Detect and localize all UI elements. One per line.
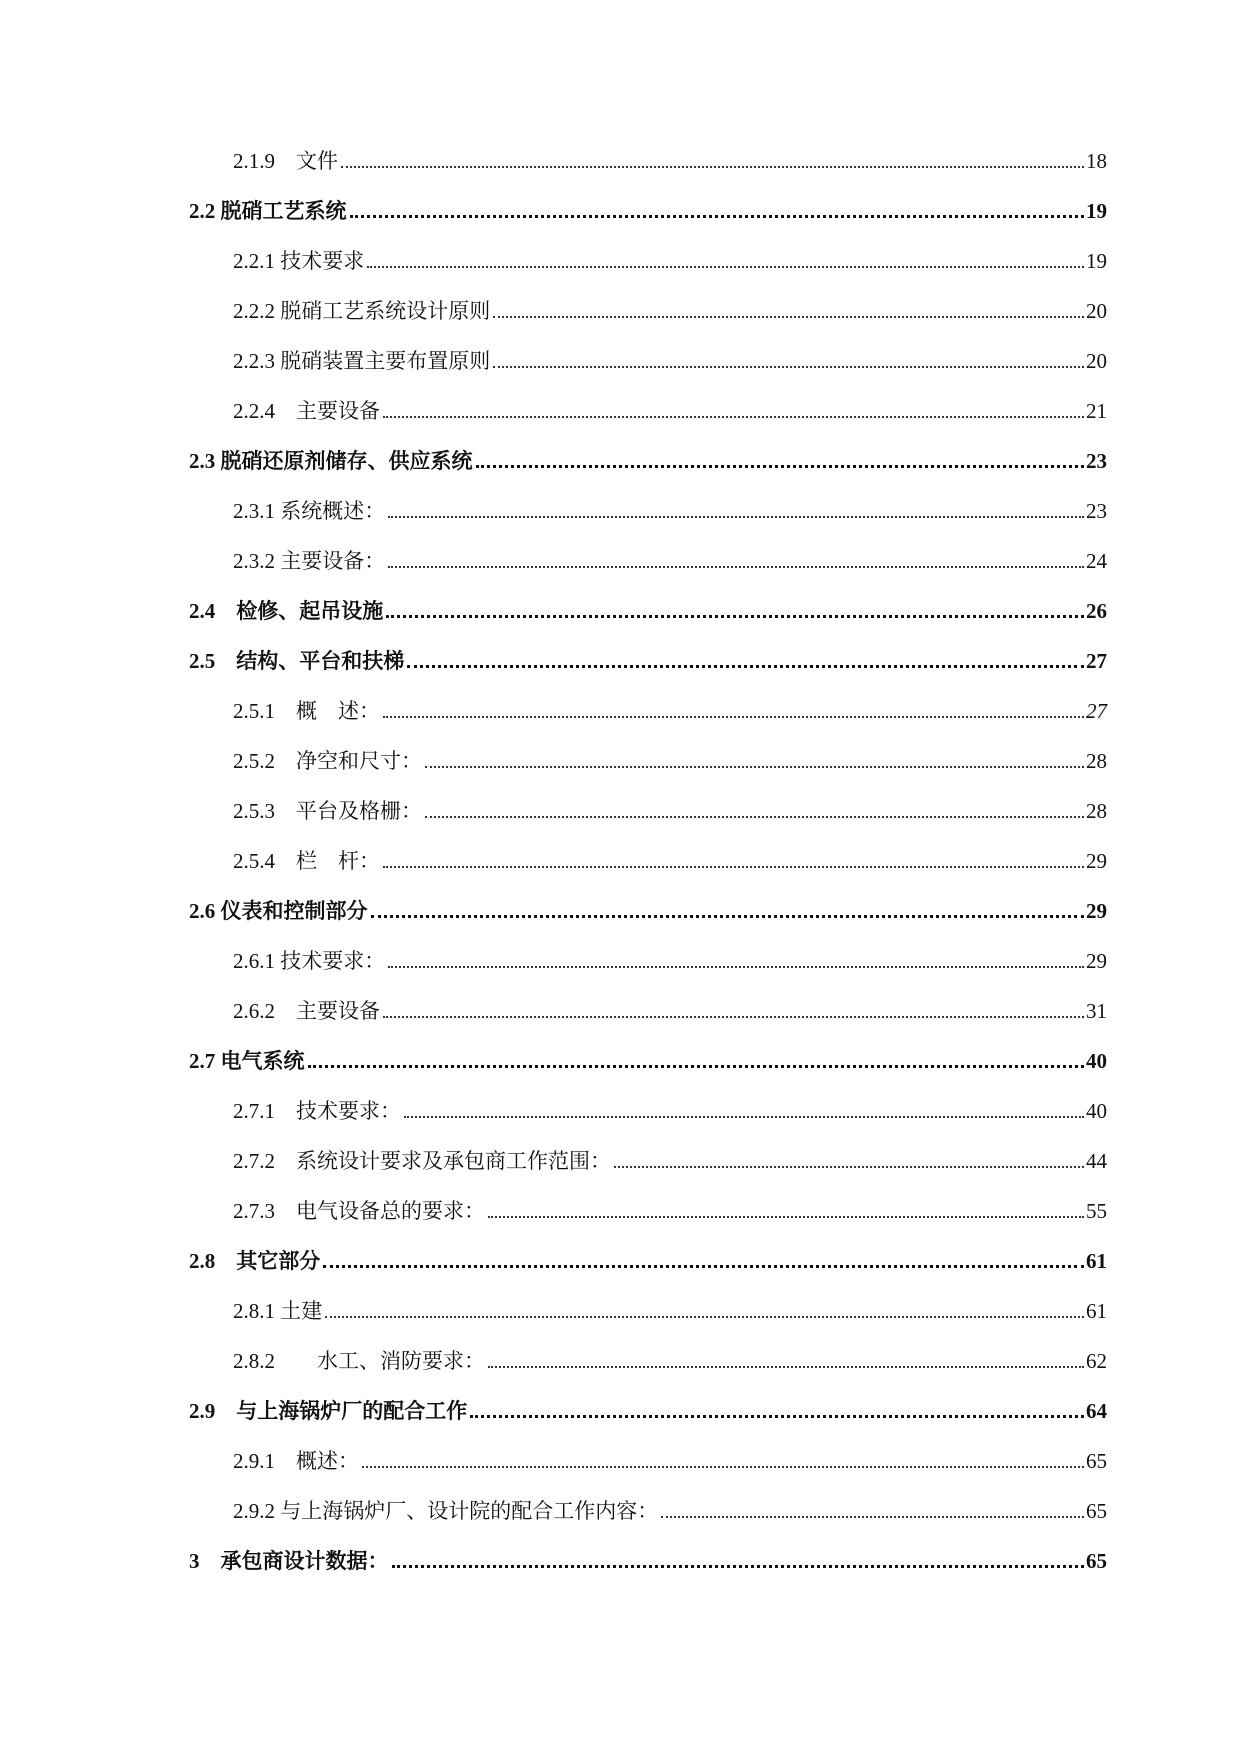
toc-entry-label: 2.2.1 技术要求 (233, 249, 365, 273)
dot-leader (425, 816, 1084, 818)
toc-entry-label: 2.6.1 技术要求： (233, 949, 386, 973)
dot-leader (493, 316, 1084, 318)
dot-leader (362, 1466, 1084, 1468)
toc-entry-label: 2.5.1 概 述： (233, 699, 380, 723)
toc-entry-page: 44 (1086, 1149, 1107, 1173)
dot-leader (476, 465, 1085, 468)
dot-leader (308, 1065, 1085, 1068)
toc-entry-label: 2.5.3 平台及格栅： (233, 799, 422, 823)
dot-leader (488, 1216, 1084, 1218)
toc-entry-label: 2.6.2 主要设备 (233, 999, 380, 1023)
dot-leader (386, 615, 1084, 618)
toc-entry-page: 24 (1086, 549, 1107, 573)
toc-entry-2-3-2 (233, 534, 1107, 574)
toc-entry-page: 62 (1086, 1349, 1107, 1373)
toc-entry-label: 2.2.3 脱硝装置主要布置原则 (233, 349, 491, 373)
toc-entry-label: 2.8.1 土建 (233, 1299, 323, 1323)
toc-entry-label: 2.7.2 系统设计要求及承包商工作范围： (233, 1149, 611, 1173)
toc-entry-page: 29 (1086, 949, 1107, 973)
toc-entry-page: 65 (1086, 1449, 1107, 1473)
toc-entry-2-2-1 (233, 234, 1107, 274)
toc-entry-page: 64 (1086, 1399, 1107, 1423)
toc-entry-2-6 (189, 884, 1107, 924)
toc-entry-label: 2.3 脱硝还原剂储存、供应系统 (189, 449, 473, 473)
dot-leader (325, 1316, 1084, 1318)
toc-entry-2-9-2 (233, 1484, 1107, 1524)
toc-entry-label: 2.3.1 系统概述： (233, 499, 386, 523)
toc-entry-page: 65 (1086, 1549, 1107, 1573)
toc-entry-page: 27 (1086, 649, 1107, 673)
dot-leader (383, 716, 1084, 718)
toc-entry-2-6-1 (233, 934, 1107, 974)
toc-entry-2-3 (189, 434, 1107, 474)
toc-entry-page: 61 (1086, 1299, 1107, 1323)
toc-entry-label: 2.1.9 文件 (233, 149, 338, 173)
toc-entry-page: 28 (1086, 799, 1107, 823)
toc-entry-page: 40 (1086, 1049, 1107, 1073)
toc-entry-label: 2.7.1 技术要求： (233, 1099, 401, 1123)
toc-entry-2-5-3 (233, 784, 1107, 824)
toc-entry-label: 2.8 其它部分 (189, 1249, 321, 1273)
toc-entry-label: 2.9.1 概述： (233, 1449, 359, 1473)
dot-leader (388, 566, 1084, 568)
toc-entry-2-7 (189, 1034, 1107, 1074)
toc-entry-page: 55 (1086, 1199, 1107, 1223)
toc-entry-2-5-1 (233, 684, 1107, 724)
toc-entry-label: 2.6 仪表和控制部分 (189, 899, 368, 923)
toc-entry-2-5 (189, 634, 1107, 674)
dot-leader (407, 665, 1084, 668)
toc-entry-label: 2.2 脱硝工艺系统 (189, 199, 347, 223)
toc-entry-2-7-3 (233, 1184, 1107, 1224)
toc-entry-2-9-1 (233, 1434, 1107, 1474)
toc-entry-page: 31 (1086, 999, 1107, 1023)
toc-entry-page: 20 (1086, 299, 1107, 323)
toc-entry-label: 2.7 电气系统 (189, 1049, 305, 1073)
dot-leader (323, 1265, 1084, 1268)
dot-leader (392, 1565, 1085, 1568)
dot-leader (614, 1166, 1084, 1168)
toc-entry-label: 2.9 与上海锅炉厂的配合工作 (189, 1399, 468, 1423)
toc-entry-label: 2.9.2 与上海锅炉厂、设计院的配合工作内容： (233, 1499, 659, 1523)
toc-entry-2-8 (189, 1234, 1107, 1274)
toc-entry-2-2-3 (233, 334, 1107, 374)
toc-entry-page: 26 (1086, 599, 1107, 623)
dot-leader (404, 1116, 1084, 1118)
toc-entry-3 (189, 1534, 1107, 1574)
toc-entry-label: 2.5 结构、平台和扶梯 (189, 649, 405, 673)
toc-entry-label: 2.7.3 电气设备总的要求： (233, 1199, 485, 1223)
toc-entry-2-1-9 (233, 134, 1107, 174)
toc-entry-2-5-4 (233, 834, 1107, 874)
toc-entry-page: 27 (1086, 699, 1107, 723)
toc-entry-2-2-4 (233, 384, 1107, 424)
dot-leader (350, 215, 1085, 218)
dot-leader (488, 1366, 1084, 1368)
toc-entry-page: 21 (1086, 399, 1107, 423)
toc-entry-page: 61 (1086, 1249, 1107, 1273)
dot-leader (371, 915, 1085, 918)
dot-leader (383, 866, 1084, 868)
dot-leader (661, 1516, 1084, 1518)
toc-entry-2-9 (189, 1384, 1107, 1424)
toc-entry-label: 2.2.4 主要设备 (233, 399, 380, 423)
toc-entry-page: 19 (1086, 199, 1107, 223)
dot-leader (367, 266, 1084, 268)
toc-entry-page: 20 (1086, 349, 1107, 373)
dot-leader (493, 366, 1084, 368)
toc-entry-page: 28 (1086, 749, 1107, 773)
toc-entry-page: 65 (1086, 1499, 1107, 1523)
toc-entry-2-4 (189, 584, 1107, 624)
toc-entry-label: 2.3.2 主要设备： (233, 549, 386, 573)
toc-entry-2-2 (189, 184, 1107, 224)
toc-entry-page: 18 (1086, 149, 1107, 173)
toc-entry-label: 2.5.4 栏 杆： (233, 849, 380, 873)
toc-entry-2-3-1 (233, 484, 1107, 524)
dot-leader (388, 516, 1084, 518)
toc-entry-2-6-2 (233, 984, 1107, 1024)
dot-leader (383, 416, 1084, 418)
toc-entry-2-2-2 (233, 284, 1107, 324)
toc-entry-2-8-1 (233, 1284, 1107, 1324)
dot-leader (341, 166, 1084, 168)
dot-leader (383, 1016, 1084, 1018)
toc-entry-page: 29 (1086, 849, 1107, 873)
toc-entry-2-7-2 (233, 1134, 1107, 1174)
toc-entry-page: 40 (1086, 1099, 1107, 1123)
toc-entry-label: 3 承包商设计数据： (189, 1549, 389, 1573)
toc-entry-page: 23 (1086, 449, 1107, 473)
toc-entry-label: 2.4 检修、起吊设施 (189, 599, 384, 623)
toc-entry-label: 2.5.2 净空和尺寸： (233, 749, 422, 773)
toc-entry-page: 23 (1086, 499, 1107, 523)
dot-leader (388, 966, 1084, 968)
toc-entry-page: 29 (1086, 899, 1107, 923)
toc-entry-label: 2.2.2 脱硝工艺系统设计原则 (233, 299, 491, 323)
dot-leader (470, 1415, 1084, 1418)
toc-entry-2-8-2 (233, 1334, 1107, 1374)
toc-entry-2-5-2 (233, 734, 1107, 774)
dot-leader (425, 766, 1084, 768)
toc-entry-2-7-1 (233, 1084, 1107, 1124)
toc-entry-label: 2.8.2 水工、消防要求： (233, 1349, 485, 1373)
toc-entry-page: 19 (1086, 249, 1107, 273)
